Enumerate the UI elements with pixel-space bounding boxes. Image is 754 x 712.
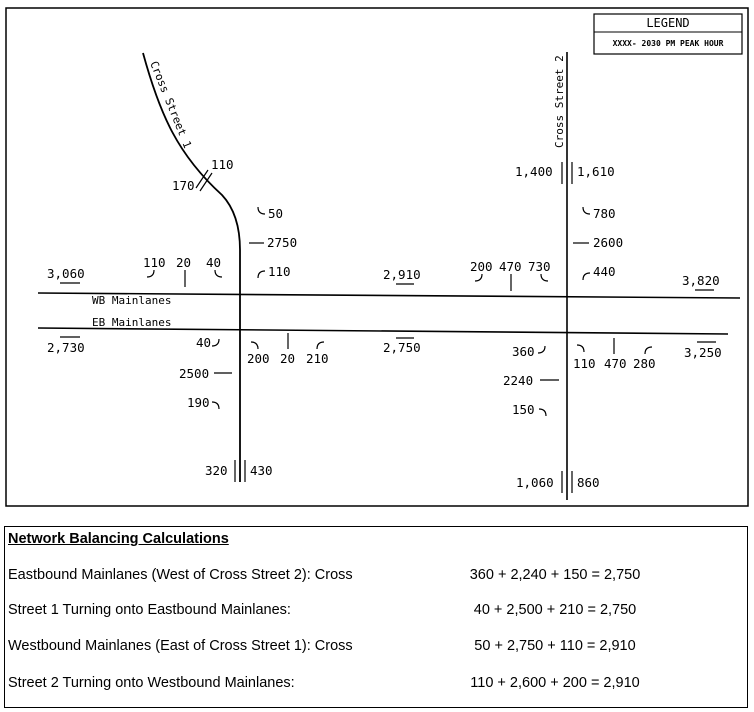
vol-int1-eb-left: 40 xyxy=(196,335,212,350)
int1-wb-right-arrow xyxy=(258,271,265,278)
vol-wb-mid-link: 2,910 xyxy=(383,267,421,282)
eb-mainlanes-label: EB Mainlanes xyxy=(92,316,172,329)
vol-int1-sb-left: 40 xyxy=(206,255,222,270)
vol-int2-wb-left: 780 xyxy=(593,206,616,221)
wb-mainlanes-label: WB Mainlanes xyxy=(92,294,172,307)
vol-wb-west-link: 3,060 xyxy=(47,266,85,281)
calc-row-3-label: Westbound Mainlanes (East of Cross Street 1): Cross xyxy=(8,638,353,654)
int1-nb-right-arrow xyxy=(317,342,324,349)
int2-wb-right-arrow xyxy=(583,273,590,280)
cs1-north-ticks xyxy=(196,170,212,191)
vol-cs2-north-in: 1,400 xyxy=(515,164,553,179)
vol-cs1-south-in: 430 xyxy=(250,463,273,478)
vol-eb-mid-link: 2,750 xyxy=(383,340,421,355)
vol-int1-nb-through: 20 xyxy=(280,351,296,366)
int1-nb-left-arrow xyxy=(251,342,258,349)
int1-wb-left-arrow xyxy=(258,207,265,214)
legend-subtitle: XXXX- 2030 PM PEAK HOUR xyxy=(612,39,724,48)
vol-int2-nb-through: 470 xyxy=(604,356,627,371)
vol-int1-sb-right: 110 xyxy=(143,255,166,270)
calc-row-1-label: Eastbound Mainlanes (West of Cross Street 2): Cross xyxy=(8,567,353,583)
vol-int1-nb-left: 200 xyxy=(247,351,270,366)
cross-street-2-label: Cross Street 2 xyxy=(553,55,566,148)
vol-cs1-north-in: 110 xyxy=(211,157,234,172)
int2-eb-right-arrow xyxy=(539,409,546,416)
vol-int2-eb-right: 150 xyxy=(512,402,535,417)
calc-row-2-formula: 40 + 2,500 + 210 = 2,750 xyxy=(473,602,637,618)
calc-row-4-formula: 110 + 2,600 + 200 = 2,910 xyxy=(470,675,640,691)
vol-int1-wb-left: 50 xyxy=(268,206,284,221)
int2-eb-left-arrow xyxy=(538,346,545,353)
int1-sb-right-arrow xyxy=(147,270,154,277)
vol-int2-eb-through: 2240 xyxy=(503,373,534,388)
vol-cs2-south-out: 1,060 xyxy=(516,475,554,490)
legend xyxy=(594,14,742,54)
vol-int1-eb-right: 190 xyxy=(187,395,210,410)
vol-eb-east-link: 3,250 xyxy=(684,345,722,360)
diagram-frame xyxy=(6,8,748,506)
vol-int2-nb-right: 280 xyxy=(633,356,656,371)
calc-title: Network Balancing Calculations xyxy=(8,531,229,547)
int2-nb-right-arrow xyxy=(645,347,652,354)
network-balancing-panel xyxy=(4,526,748,708)
vol-int2-wb-right: 440 xyxy=(593,264,616,279)
vol-eb-west-link: 2,730 xyxy=(47,340,85,355)
vol-wb-east-link: 3,820 xyxy=(682,273,720,288)
int2-nb-left-arrow xyxy=(577,345,584,352)
vol-int1-wb-through: 2750 xyxy=(267,235,298,250)
vol-cs2-north-out: 1,610 xyxy=(577,164,615,179)
legend-title: LEGEND xyxy=(646,16,690,30)
int2-wb-left-arrow xyxy=(583,207,590,214)
int1-eb-left-arrow xyxy=(212,339,219,346)
vol-int1-eb-through: 2500 xyxy=(179,366,210,381)
vol-cs1-north-out: 170 xyxy=(172,178,195,193)
vol-int2-sb-through: 470 xyxy=(499,259,522,274)
vol-int2-sb-left: 730 xyxy=(528,259,551,274)
int2-sb-right-arrow xyxy=(475,274,482,281)
vol-int2-eb-left: 360 xyxy=(512,344,535,359)
vol-int1-wb-right: 110 xyxy=(268,264,291,279)
vol-int1-sb-through: 20 xyxy=(176,255,192,270)
cross-street-1-label: Cross Street 1 xyxy=(147,59,195,151)
calc-row-4-label: Street 2 Turning onto Westbound Mainlanes: xyxy=(8,675,295,691)
int1-eb-right-arrow xyxy=(212,402,219,409)
vol-cs2-south-in: 860 xyxy=(577,475,600,490)
calc-row-3-formula: 50 + 2,750 + 110 = 2,910 xyxy=(474,638,636,654)
vol-int2-nb-left: 110 xyxy=(573,356,596,371)
int2-sb-left-arrow xyxy=(541,274,548,281)
vol-cs1-south-out: 320 xyxy=(205,463,228,478)
int1-sb-left-arrow xyxy=(215,270,222,277)
calc-row-1-formula: 360 + 2,240 + 150 = 2,750 xyxy=(469,567,641,583)
vol-int2-wb-through: 2600 xyxy=(593,235,624,250)
vol-int2-sb-right: 200 xyxy=(470,259,493,274)
calc-row-2-label: Street 1 Turning onto Eastbound Mainlanes: xyxy=(8,602,291,618)
vol-int1-nb-right: 210 xyxy=(306,351,329,366)
